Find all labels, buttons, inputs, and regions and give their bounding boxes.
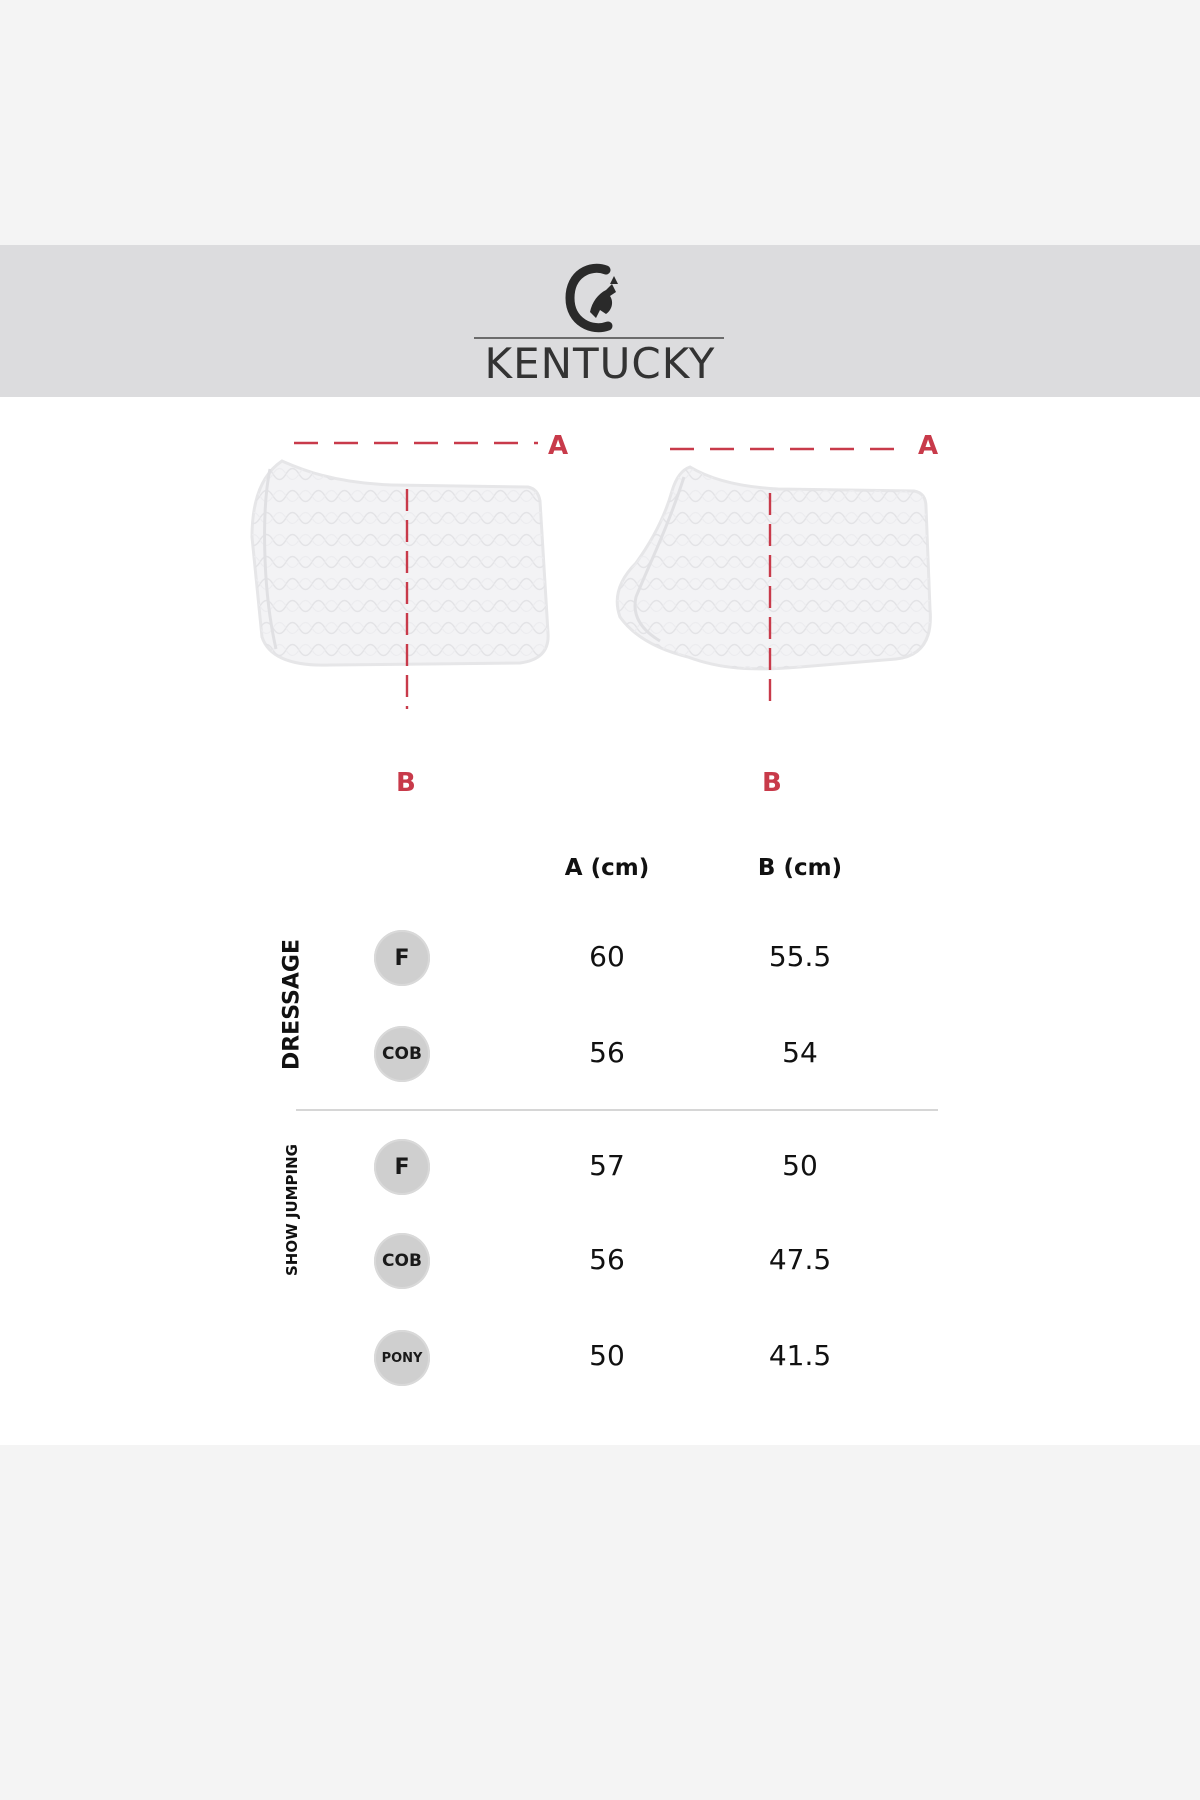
value-a: 50 <box>589 1339 625 1372</box>
value-b: 55.5 <box>768 940 832 973</box>
value-a: 57 <box>589 1149 625 1182</box>
size-badge: COB <box>374 1233 430 1289</box>
measure-a-label-dressage: A <box>548 431 569 461</box>
value-a: 56 <box>589 1243 625 1276</box>
measure-a-label-jumping: A <box>918 431 939 461</box>
dressage-pad-illustration <box>252 443 548 709</box>
measure-b-label-dressage: B <box>396 768 416 798</box>
value-a: 60 <box>589 940 625 973</box>
brand-header <box>0 245 1200 397</box>
value-b: 41.5 <box>768 1339 832 1372</box>
saddle-pad-diagram <box>0 397 1200 817</box>
size-badge: F <box>374 930 430 986</box>
size-badge: PONY <box>374 1330 430 1386</box>
column-header-a: A (cm) <box>564 855 650 881</box>
measure-b-label-jumping: B <box>762 768 782 798</box>
column-header-b: B (cm) <box>757 855 843 881</box>
section-label-show-jumping: SHOW JUMPING <box>283 1144 301 1277</box>
size-chart-card <box>0 245 1200 1445</box>
size-badge: COB <box>374 1026 430 1082</box>
section-divider <box>296 1109 938 1111</box>
value-b: 50 <box>782 1149 818 1182</box>
value-a: 56 <box>589 1036 625 1069</box>
size-badge: F <box>374 1139 430 1195</box>
section-label-dressage: DRESSAGE <box>279 938 305 1071</box>
horse-c-logo-icon <box>560 262 630 334</box>
value-b: 47.5 <box>768 1243 832 1276</box>
brand-wordmark: KENTUCKY <box>484 339 716 388</box>
value-b: 54 <box>782 1036 818 1069</box>
jumping-pad-illustration <box>617 449 930 705</box>
